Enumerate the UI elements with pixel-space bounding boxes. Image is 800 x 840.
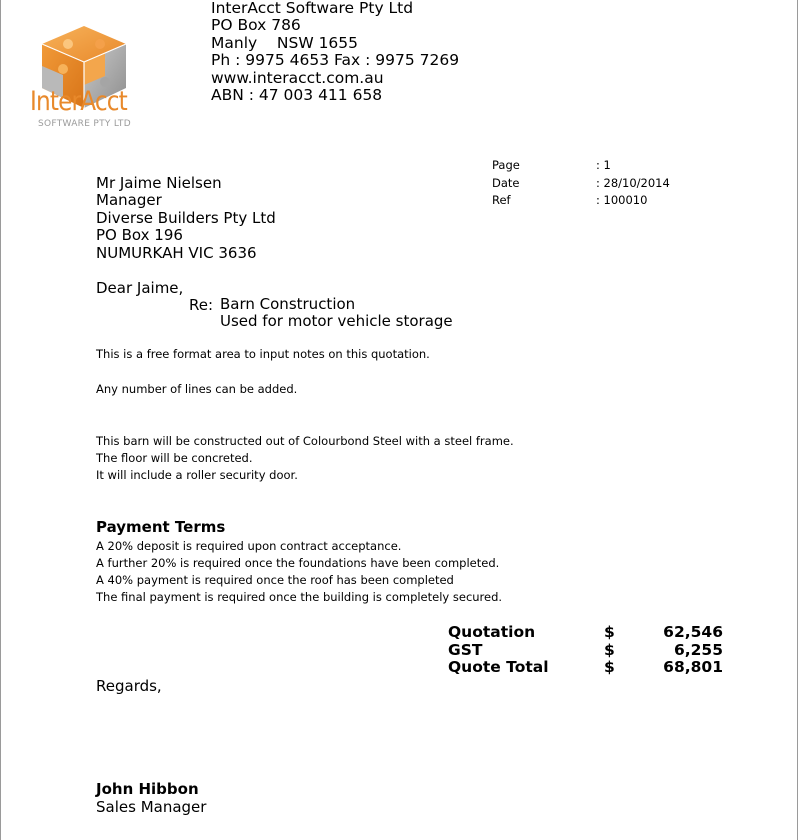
meta-value: : 28/10/2014 — [596, 175, 670, 190]
payment-terms-heading: Payment Terms — [96, 518, 226, 536]
re-label: Re: — [189, 296, 214, 314]
salutation: Dear Jaime, — [96, 279, 184, 297]
total-value: 62,546 — [663, 623, 723, 641]
total-row-quotation — [448, 624, 723, 642]
meta-value: : 100010 — [596, 193, 648, 207]
total-label: GST — [448, 640, 483, 659]
total-row-gst — [448, 642, 723, 660]
note-line: It will include a roller security door. — [96, 468, 298, 482]
total-label: Quote Total — [448, 658, 549, 676]
logo-wordmark: InterAcct — [30, 86, 127, 117]
recipient-address-line1: PO Box 196 — [96, 226, 183, 245]
re-line-2: Used for motor vehicle storage — [220, 312, 453, 331]
recipient-name: Mr Jaime Nielsen — [96, 174, 222, 192]
meta-label: Date — [492, 175, 520, 190]
recipient-address — [96, 175, 276, 262]
payment-term: A 40% payment is required once the roof has been completed — [96, 573, 454, 587]
company-name: InterAcct Software Pty Ltd — [211, 0, 414, 17]
note-line: This is a free format area to input notes on this quotation. — [96, 347, 430, 361]
logo-subtitle: SOFTWARE PTY LTD — [38, 119, 131, 129]
payment-term: The final payment is required once the building is completely secured. — [96, 590, 503, 604]
note-line: Any number of lines can be added. — [96, 382, 298, 396]
total-row-quote-total — [448, 659, 723, 677]
note-line: This barn will be constructed out of Colourbond Steel with a steel frame. — [96, 434, 514, 448]
total-currency: $ — [604, 623, 615, 641]
payment-terms-list — [96, 538, 502, 606]
total-label: Quotation — [448, 623, 536, 641]
meta-label: Ref — [492, 193, 511, 207]
re-line-1: Barn Construction — [220, 295, 356, 313]
meta-row-page — [492, 157, 670, 175]
meta-value: : 1 — [596, 158, 611, 172]
meta-row-date — [492, 175, 670, 193]
closing: Regards, — [96, 677, 162, 695]
totals-block — [448, 624, 723, 677]
payment-term: A 20% deposit is required upon contract acceptance. — [96, 539, 402, 553]
recipient-address-line2: NUMURKAH VIC 3636 — [96, 243, 257, 262]
company-phone-fax: Ph : 9975 4653 Fax : 9975 7269 — [211, 51, 460, 70]
total-value: 68,801 — [663, 658, 723, 676]
note-line: The floor will be concreted. — [96, 451, 253, 465]
payment-term: A further 20% is required once the foundations have been completed. — [96, 556, 500, 570]
company-po-box: PO Box 786 — [211, 16, 301, 35]
company-header — [211, 0, 459, 104]
total-currency: $ — [604, 658, 615, 676]
document-meta — [492, 157, 670, 210]
signature-title: Sales Manager — [96, 798, 207, 816]
meta-row-ref — [492, 192, 670, 210]
signature-name: John Hibbon — [96, 780, 199, 798]
recipient-title: Manager — [96, 191, 162, 210]
company-website: www.interacct.com.au — [211, 68, 384, 87]
company-abn: ABN : 47 003 411 658 — [211, 86, 383, 105]
re-subject — [220, 296, 453, 331]
description-block — [96, 433, 514, 484]
total-value: 6,255 — [673, 640, 723, 659]
recipient-company: Diverse Builders Pty Ltd — [96, 208, 276, 227]
total-currency: $ — [604, 640, 615, 659]
meta-label: Page — [492, 158, 520, 172]
company-city: Manly NSW 1655 — [211, 33, 359, 52]
